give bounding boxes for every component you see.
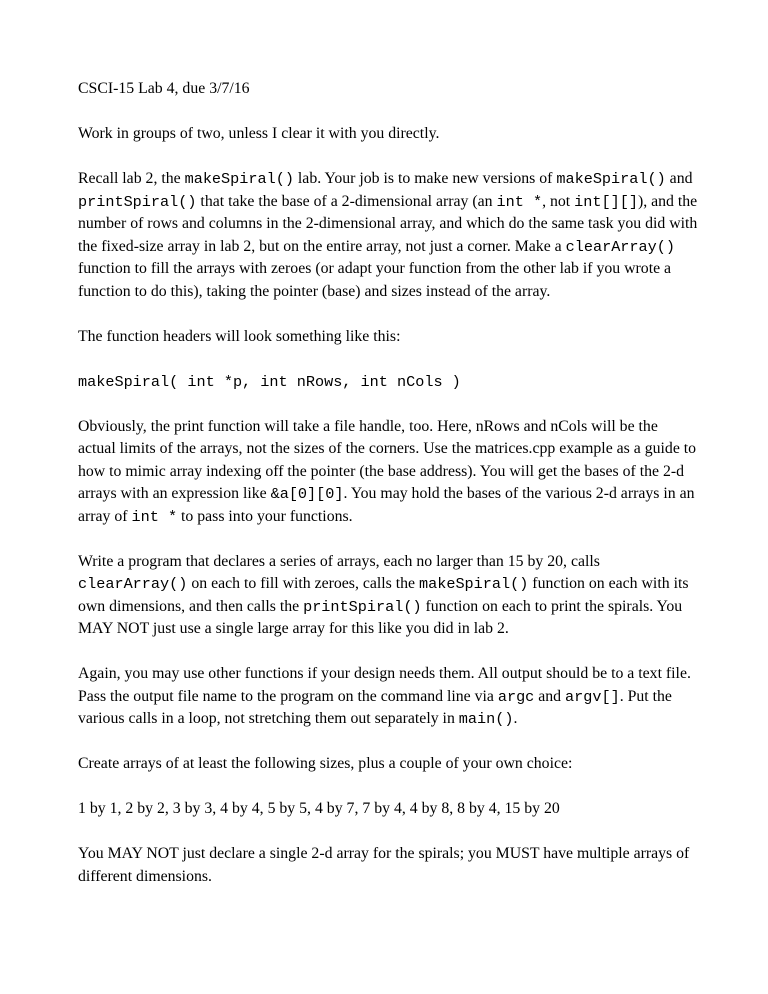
text-run: and [665,170,693,187]
paragraph-multiple-arrays: You MAY NOT just declare a single 2-d array for the spirals; you MUST have multiple arrays of different dimensions. [78,845,690,885]
text-run: on each to fill with zeroes, calls the [187,575,419,592]
text-run: Obviously, the print function will take a file handle, too. Here, nRows and nCols will be the actual limits of the arrays, not the sizes of the corners. Use the matrices.cpp example as a guide to how to mimic array indexing off the pointer (the base address). You will get the bases of the 2-d arrays with an expression like [78,417,697,502]
text-run: function on each with its own dimensions, and then calls the [78,575,689,615]
text-run: ), and the number of rows and columns in the 2-dimensional array, and which do the same task you did with the fixed-size array in lab 2, but on the entire array, not just a corner. Make a [78,192,698,255]
document-title: CSCI-15 Lab 4, due 3/7/16 [78,80,250,97]
code-clear-array: clearArray() [78,575,188,593]
code-example-header: makeSpiral( int *p, int nRows, int nCols ) [78,372,461,391]
code-make-spiral: makeSpiral() [418,575,529,593]
text-run: and [534,687,566,705]
code-clear-array: clearArray() [565,237,675,256]
code-int-pointer: int * [496,192,543,211]
paragraph-print-function [78,416,698,529]
text-run: . [513,710,518,727]
code-argc: argc [497,687,535,706]
text-run: Recall lab 2, the [78,170,185,187]
code-print-spiral: printSpiral() [78,192,197,211]
paragraph-function-headers: The function headers will look something like this: [78,327,401,345]
paragraph-recall-lab2 [78,168,698,303]
paragraph-output [78,663,698,731]
code-main: main() [458,710,514,728]
document-page [78,78,698,911]
text-run: . You may hold the bases of the various 2-d arrays in an array of [78,485,695,525]
paragraph-create-arrays: Create arrays of at least the following sizes, plus a couple of your own choice: [78,755,573,772]
code-argv: argv[] [565,687,620,706]
code-address-expression: &a[0][0] [270,485,344,503]
text-run: , not [542,192,575,210]
text-run: . Put the various calls in a loop, not stretching them out separately in [78,687,672,727]
code-make-spiral: makeSpiral() [184,170,294,188]
code-int-pointer: int * [131,507,178,526]
code-int-2d-array: int[][] [574,192,638,211]
text-run: to pass into your functions. [177,507,353,525]
text-run: Write a program that declares a series of arrays, each no larger than 15 by 20, calls [78,552,600,570]
text-run: that take the base of a 2-dimensional array (an [196,192,497,210]
text-run: Again, you may use other functions if your design needs them. All output should be to a text file. Pass the output file name to the program on the command line via [78,665,691,705]
text-run: lab. Your job is to make new versions of [293,170,557,187]
paragraph-groups: Work in groups of two, unless I clear it with you directly. [78,125,440,142]
code-print-spiral: printSpiral() [303,597,422,616]
text-run: function on each to print the spirals. You MAY NOT just use a single large array for this like you did in lab 2. [78,597,683,637]
code-make-spiral: makeSpiral() [556,170,666,188]
paragraph-write-program [78,551,698,641]
paragraph-array-sizes: 1 by 1, 2 by 2, 3 by 3, 4 by 4, 5 by 5, 4 by 7, 7 by 4, 4 by 8, 8 by 4, 15 by 20 [78,800,560,817]
text-run: function to fill the arrays with zeroes (or adapt your function from the other lab if you wrote a function to do this), taking the pointer (base) and sizes instead of the array. [78,260,672,300]
